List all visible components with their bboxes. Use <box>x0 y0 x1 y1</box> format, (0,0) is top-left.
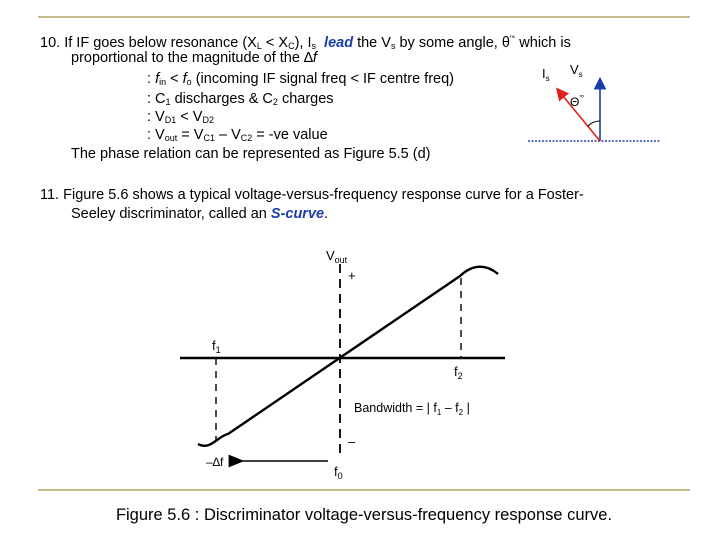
s-curve-figure <box>168 236 548 486</box>
f0-label: $f_0$ <box>334 464 343 481</box>
plus-sign: + <box>348 268 356 283</box>
is-label: $I_s$ <box>542 66 550 83</box>
f1-label: $f_1$ <box>212 338 221 355</box>
vout-label: $V_{out}$ <box>326 248 348 265</box>
delta-f-label: –∆f <box>206 455 224 469</box>
bottom-divider <box>38 489 690 491</box>
top-divider <box>38 16 690 18</box>
bandwidth-label: Bandwidth = | $f_1 - f_2$ | <box>354 401 470 417</box>
condition-2: : $C_1$ discharges & $C_2$ charges <box>147 91 334 107</box>
s-curve-line <box>198 267 498 446</box>
phase-relation-line: The phase relation can be represented as Figure 5.5 (d) <box>71 146 431 162</box>
condition-4: : $V_{out} = V_{C1} - V_{C2} = -ve$ value <box>147 127 328 143</box>
vs-label: $V_s$ <box>570 62 583 79</box>
condition-1: : $f_{in} < f_o$ (incoming IF signal freq < IF centre freq) <box>147 71 454 87</box>
minus-sign: – <box>348 434 356 449</box>
theta-arc <box>588 121 600 126</box>
item-10-line-2: proportional to the magnitude of the ∆f <box>71 50 317 66</box>
theta-label: Θ'° <box>570 94 585 109</box>
item-10-line-1: 10. If IF goes below resonance $(X_L < X_C)$, $I_s$ lead the $V_s$ by some angle, θ'° which is <box>40 34 571 51</box>
item-number: 11. <box>40 187 60 203</box>
item-number: 10. <box>40 35 61 51</box>
lead-emphasis: lead <box>324 35 354 51</box>
phasor-diagram <box>520 58 670 158</box>
s-curve-emphasis: S-curve <box>270 206 325 222</box>
f2-label: $f_2$ <box>454 364 463 381</box>
condition-3: : $V_{D1} < V_{D2}$ <box>147 109 214 125</box>
item-11-line-2: Seeley discriminator, called an S-curve. <box>71 206 329 222</box>
item-11-line-1: 11. Figure 5.6 shows a typical voltage-versus-frequency response curve for a Foster- <box>40 187 584 203</box>
figure-caption: Figure 5.6 : Discriminator voltage-versus-frequency response curve. <box>115 506 613 524</box>
